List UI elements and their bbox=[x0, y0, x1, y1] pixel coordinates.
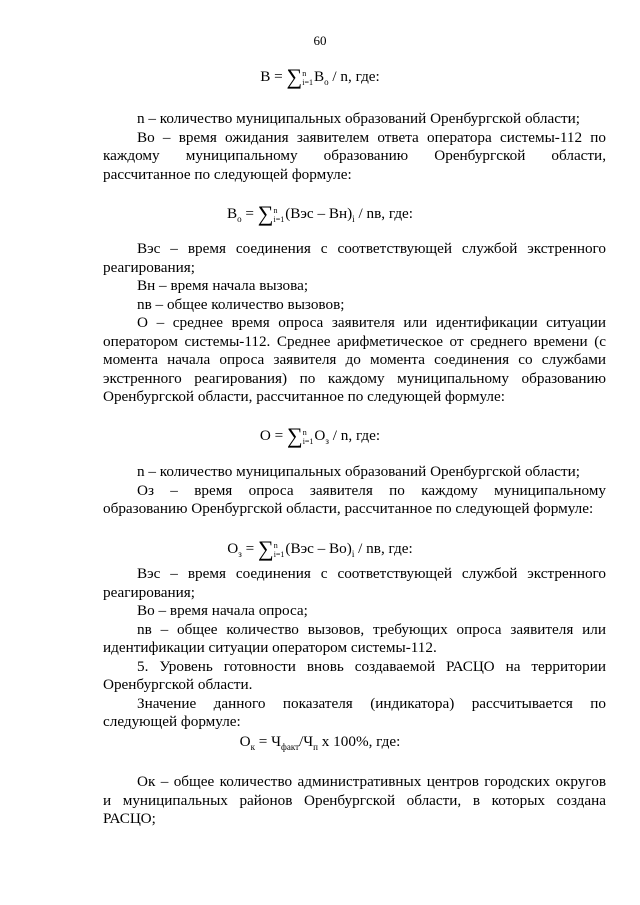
formula-avg-wait bbox=[0, 64, 640, 90]
text-block-5 bbox=[103, 773, 606, 829]
definition-n-2: n – количество муниципальных образований Оренбургской области; bbox=[137, 463, 580, 480]
sum-symbol: ∑ bbox=[258, 536, 274, 561]
formula-den-sub: п bbox=[313, 742, 318, 753]
sum-limits bbox=[302, 69, 313, 87]
formula-term: B bbox=[313, 68, 325, 85]
formula-lhs: O = bbox=[259, 427, 284, 444]
sum-symbol: ∑ bbox=[257, 201, 274, 226]
formula-num-sub: факт bbox=[281, 742, 300, 753]
definition-o: О – среднее время опроса заявителя или идентификации ситуации оператором системы-112. Среднее арифметическое от среднего времени (с момента начала опроса заявителя до момента соединения со службами экстренного реагирования) по каждому муниципальному образованию Оренбургской области, рассчитанное по следующей формуле: bbox=[103, 314, 606, 405]
text-block-3 bbox=[103, 463, 606, 519]
text-block-1 bbox=[103, 110, 606, 184]
formula-lhs: O bbox=[239, 733, 251, 750]
formula-term-sub: з bbox=[325, 436, 329, 447]
sum-upper: n bbox=[302, 68, 307, 78]
formula-tail: / n, где: bbox=[328, 427, 381, 444]
sum-limits bbox=[273, 206, 284, 224]
formula-tail: / nв, где: bbox=[354, 540, 413, 557]
formula-lhs-sub: з bbox=[238, 549, 242, 560]
formula-term-sub: о bbox=[324, 77, 329, 88]
formula-eq: = bbox=[241, 205, 254, 222]
formula-mid: /Ч bbox=[299, 733, 314, 750]
definition-n: n – количество муниципальных образований Оренбургской области; bbox=[137, 110, 580, 127]
formula-ok bbox=[0, 733, 640, 752]
definition-oz: Oз – время опроса заявителя по каждому муниципальному образованию Оренбургской области, рассчитанное по следующей формуле: bbox=[103, 481, 606, 517]
sum-limits bbox=[303, 428, 314, 446]
formula-tail: / n, где: bbox=[328, 68, 380, 85]
sum-symbol: ∑ bbox=[286, 64, 303, 89]
sum-lower: i=1 bbox=[273, 214, 285, 224]
definition-bes-2: Bэс – время соединения с соответствующей службой экстренного реагирования; bbox=[103, 565, 606, 601]
text-block-4 bbox=[103, 565, 606, 732]
definition-nv: nв – общее количество вызовов; bbox=[137, 295, 345, 313]
definition-bes: Bэс – время соединения с соответствующей службой экстренного реагирования; bbox=[103, 240, 606, 276]
definition-bo: Bо – время ожидания заявителем ответа оператора системы-112 по каждому муниципальному образованию Оренбургской области, рассчитанное по следующей формуле: bbox=[103, 128, 606, 183]
formula-lhs: O bbox=[227, 540, 239, 557]
section-5-heading: 5. Уровень готовности вновь создаваемой РАСЦО на территории Оренбургской области. bbox=[103, 657, 606, 693]
formula-tail: x 100%, где: bbox=[317, 733, 401, 750]
sum-lower: i=1 bbox=[302, 436, 314, 446]
formula-term: O bbox=[314, 427, 326, 444]
formula-lhs-sub: к bbox=[250, 742, 255, 753]
text-block-2 bbox=[103, 240, 606, 407]
sum-lower: i=1 bbox=[273, 549, 285, 559]
definition-ok: Oк – общее количество административных центров городских округов и муниципальных районов Оренбургской области, в которых создана РАСЦО; bbox=[103, 773, 606, 827]
formula-lhs: B = bbox=[260, 68, 283, 85]
formula-eq: = Ч bbox=[255, 733, 282, 750]
formula-lhs: B bbox=[226, 205, 238, 222]
formula-bo bbox=[0, 201, 640, 227]
formula-oz bbox=[0, 536, 640, 562]
sum-upper: n bbox=[273, 205, 278, 215]
definition-bn: Bн – время начала вызова; bbox=[137, 277, 309, 294]
sum-upper: n bbox=[302, 427, 307, 437]
definition-nv-2: nв – общее количество вызовов, требующих опроса заявителя или идентификации ситуации оператором системы-112. bbox=[103, 620, 606, 656]
sum-symbol: ∑ bbox=[287, 423, 303, 448]
sum-lower: i=1 bbox=[302, 77, 313, 87]
formula-body-sub: i bbox=[352, 214, 355, 225]
formula-body: (Bэс – Bн) bbox=[285, 205, 353, 222]
formula-body-sub: i bbox=[351, 549, 355, 560]
page-number: 60 bbox=[313, 33, 327, 48]
sum-upper: n bbox=[273, 540, 278, 550]
sum-limits bbox=[274, 541, 285, 559]
formula-avg-survey bbox=[0, 423, 640, 449]
formula-lhs-sub: о bbox=[237, 214, 242, 225]
definition-bo-2: Bо – время начала опроса; bbox=[137, 602, 308, 619]
formula-tail: / nв, где: bbox=[354, 205, 414, 222]
formula-body: (Bэс – Bо) bbox=[285, 540, 352, 557]
formula-eq: = bbox=[241, 540, 255, 557]
indicator-intro: Значение данного показателя (индикатора) рассчитывается по следующей формуле: bbox=[103, 694, 606, 730]
